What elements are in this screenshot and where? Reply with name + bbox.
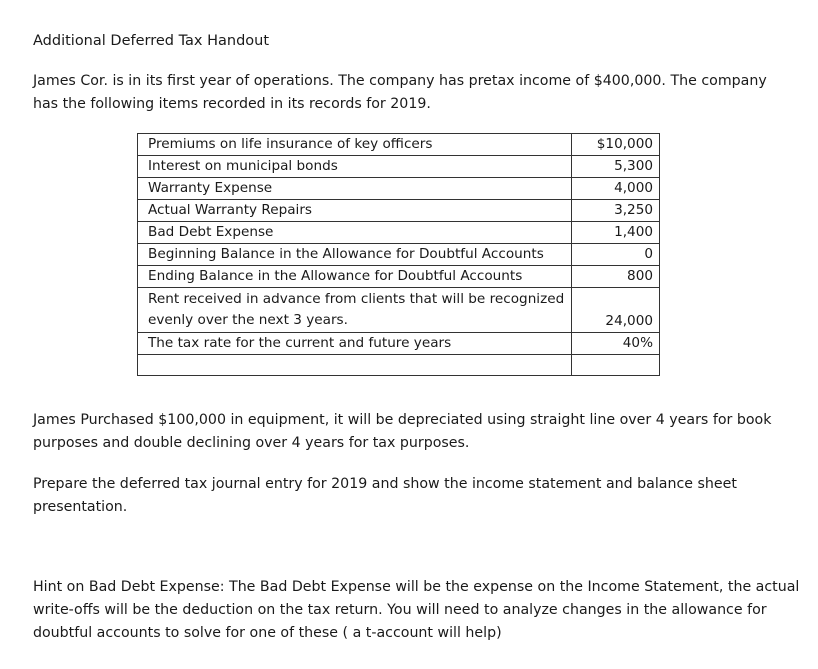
table-row bbox=[138, 134, 660, 156]
item-value: 800 bbox=[572, 266, 660, 288]
table-row bbox=[138, 288, 660, 333]
intro-paragraph: James Cor. is in its first year of operations. The company has pretax income of $400,000. The company has the following items recorded in its records for 2019. bbox=[33, 73, 767, 112]
item-value: 0 bbox=[572, 244, 660, 266]
table-row bbox=[138, 156, 660, 178]
item-label: Premiums on life insurance of key officers bbox=[138, 134, 572, 156]
item-value: 4,000 bbox=[572, 178, 660, 200]
item-value: 3,250 bbox=[572, 200, 660, 222]
item-value: 1,400 bbox=[572, 222, 660, 244]
item-label: Bad Debt Expense bbox=[138, 222, 572, 244]
item-value: 5,300 bbox=[572, 156, 660, 178]
equipment-paragraph: James Purchased $100,000 in equipment, it will be depreciated using straight line over 4 years for book purposes and double declining over 4 years for tax purposes. bbox=[33, 412, 772, 451]
item-label: Beginning Balance in the Allowance for Doubtful Accounts bbox=[138, 244, 572, 266]
table-row bbox=[138, 200, 660, 222]
table-row bbox=[138, 333, 660, 355]
hint-paragraph: Hint on Bad Debt Expense: The Bad Debt Expense will be the expense on the Income Statement, the actual write-offs will be the deduction on the tax return. You will need to analyze changes in the allowance for doubtful accounts to solve for one of these ( a t-account will help) bbox=[33, 579, 800, 641]
item-label: Actual Warranty Repairs bbox=[138, 200, 572, 222]
table-row bbox=[138, 222, 660, 244]
item-label: Ending Balance in the Allowance for Doubtful Accounts bbox=[138, 266, 572, 288]
item-label: Warranty Expense bbox=[138, 178, 572, 200]
table-row bbox=[138, 244, 660, 266]
item-label: Rent received in advance from clients that will be recognized evenly over the next 3 years. bbox=[138, 288, 572, 333]
empty-row bbox=[138, 355, 660, 376]
items-table bbox=[137, 133, 660, 376]
item-label: The tax rate for the current and future years bbox=[138, 333, 572, 355]
item-value: 40% bbox=[572, 333, 660, 355]
page-title: Additional Deferred Tax Handout bbox=[33, 33, 270, 49]
item-label: Interest on municipal bonds bbox=[138, 156, 572, 178]
table-row bbox=[138, 178, 660, 200]
item-value: $10,000 bbox=[572, 134, 660, 156]
table-row bbox=[138, 266, 660, 288]
prepare-paragraph: Prepare the deferred tax journal entry for 2019 and show the income statement and balance sheet presentation. bbox=[33, 476, 737, 515]
empty-cell bbox=[138, 355, 572, 376]
empty-cell bbox=[572, 355, 660, 376]
item-value: 24,000 bbox=[572, 288, 660, 333]
